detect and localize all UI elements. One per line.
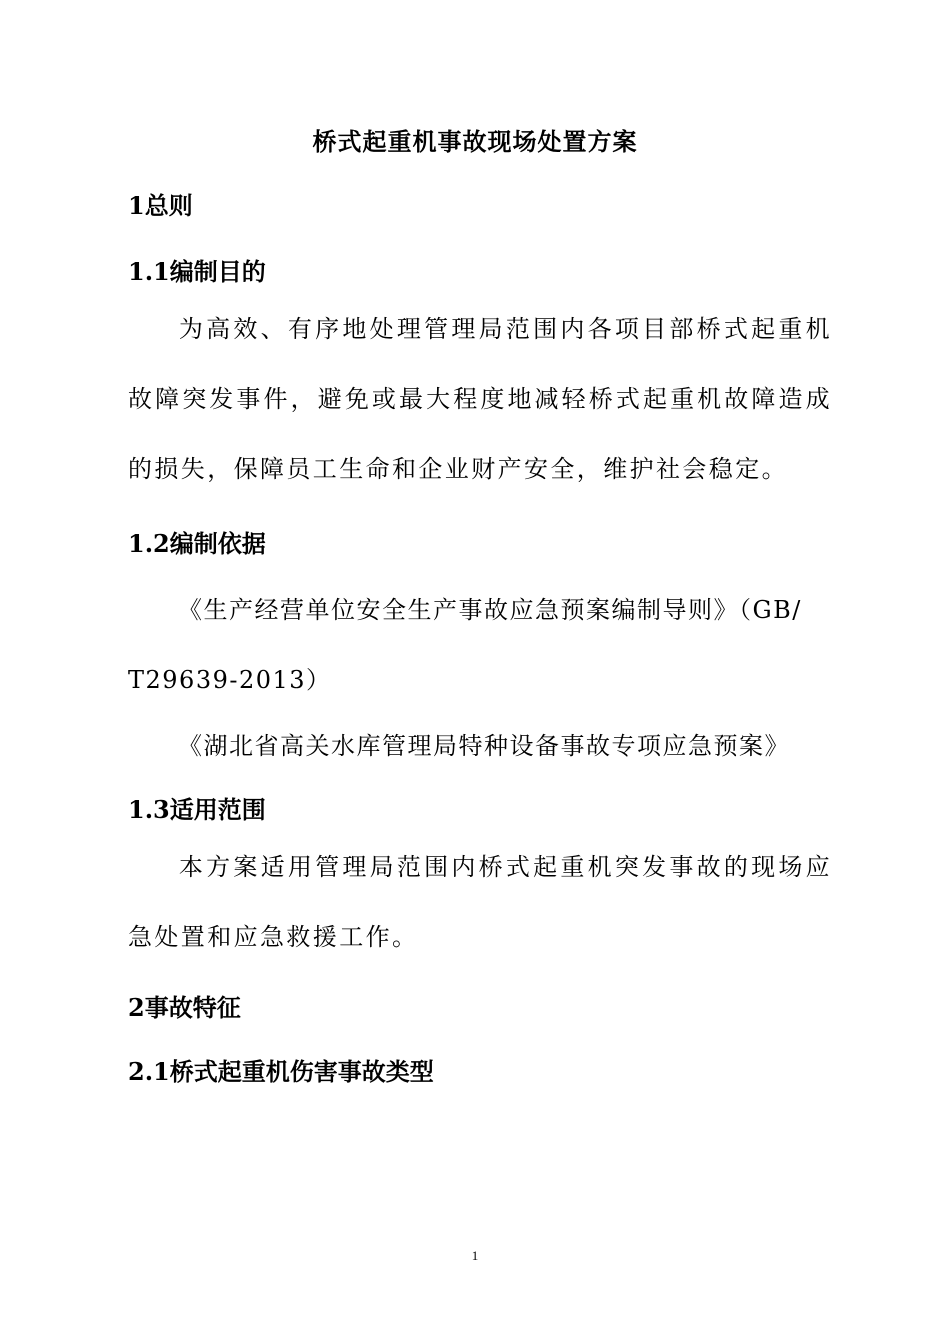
purpose-paragraph <box>128 294 832 504</box>
reference-1-line-1: 《生产经营单位安全生产事故应急预案编制导则》（GB/ <box>178 596 802 624</box>
section-heading-1: 1总则 <box>128 191 193 220</box>
section-heading-1-1: 1.1编制目的 <box>128 257 266 286</box>
section-heading-2: 2事故特征 <box>128 993 241 1022</box>
section-heading-2-1: 2.1桥式起重机伤害事故类型 <box>128 1057 434 1086</box>
scope-paragraph <box>128 832 832 972</box>
reference-1-line-2: T29639-2013） <box>128 666 332 694</box>
section-heading-1-3: 1.3适用范围 <box>128 795 266 824</box>
scope-text: 本方案适用管理局范围内桥式起重机突发事故的现场应急处置和应急救援工作。 <box>128 853 832 951</box>
reference-2: 《湖北省高关水库管理局特种设备事故专项应急预案》 <box>178 732 790 760</box>
page-number: 1 <box>471 1248 479 1263</box>
section-heading-1-2: 1.2编制依据 <box>128 529 266 558</box>
document-title: 桥式起重机事故现场处置方案 <box>312 127 638 156</box>
purpose-text: 为高效、有序地处理管理局范围内各项目部桥式起重机故障突发事件，避免或最大程度地减轻桥式起重机故障造成的损失，保障员工生命和企业财产安全，维护社会稳定。 <box>128 315 832 483</box>
